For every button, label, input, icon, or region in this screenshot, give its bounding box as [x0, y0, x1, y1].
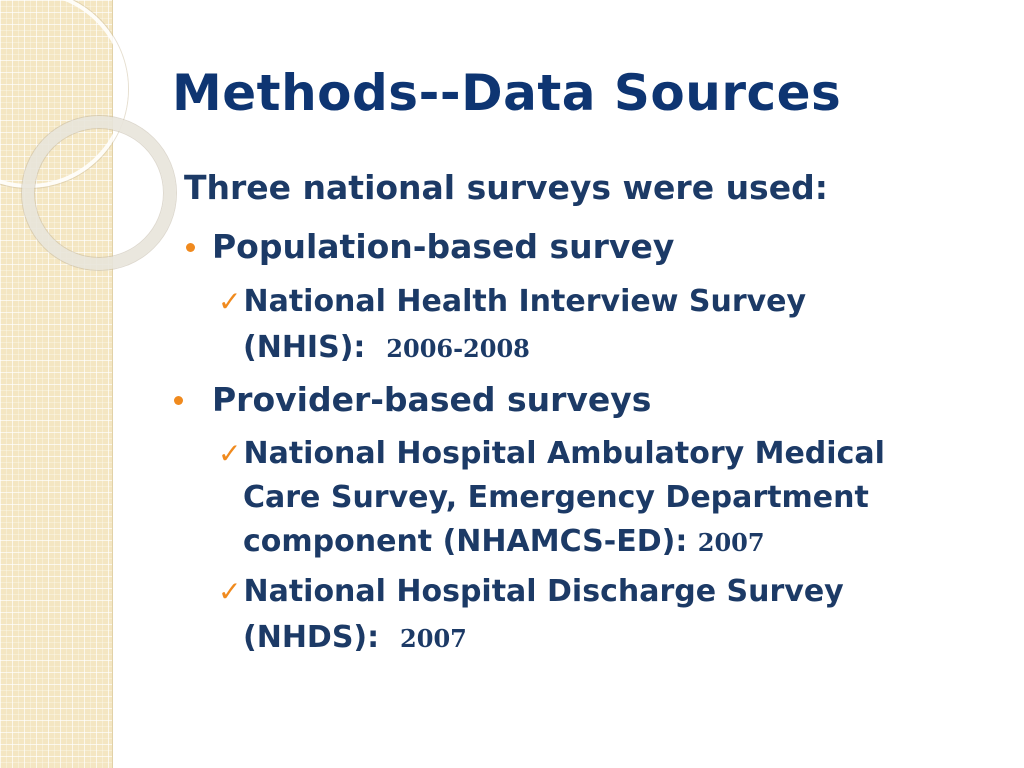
- survey-item-nhds-line-1: ✓National Hospital Discharge Survey: [218, 574, 844, 609]
- survey-item-nhis-line-1: ✓National Health Interview Survey: [218, 284, 807, 319]
- survey-year: 2007: [697, 528, 765, 557]
- survey-item-nhds-line-2: (NHDS): 2007: [243, 620, 467, 655]
- section-heading-provider: Provider-based surveys: [212, 380, 652, 419]
- intro-text: Three national surveys were used:: [184, 168, 828, 207]
- survey-year: 2007: [400, 624, 467, 653]
- survey-year: 2006-2008: [386, 334, 530, 363]
- survey-item-nhamcs-line-2: Care Survey, Emergency Department: [243, 480, 869, 515]
- slide-title: Methods--Data Sources: [172, 64, 842, 122]
- bullet-dot-icon: [174, 396, 183, 405]
- checkmark-icon: ✓: [218, 575, 242, 608]
- survey-item-nhamcs-line-3: component (NHAMCS-ED): 2007: [243, 524, 765, 559]
- survey-item-nhamcs-line-1: ✓National Hospital Ambulatory Medical: [218, 436, 885, 471]
- bullet-dot-icon: [186, 243, 195, 252]
- section-heading-population: Population-based survey: [212, 227, 675, 266]
- checkmark-icon: ✓: [218, 285, 242, 318]
- checkmark-icon: ✓: [218, 437, 242, 470]
- survey-item-nhis-line-2: (NHIS): 2006-2008: [243, 330, 530, 365]
